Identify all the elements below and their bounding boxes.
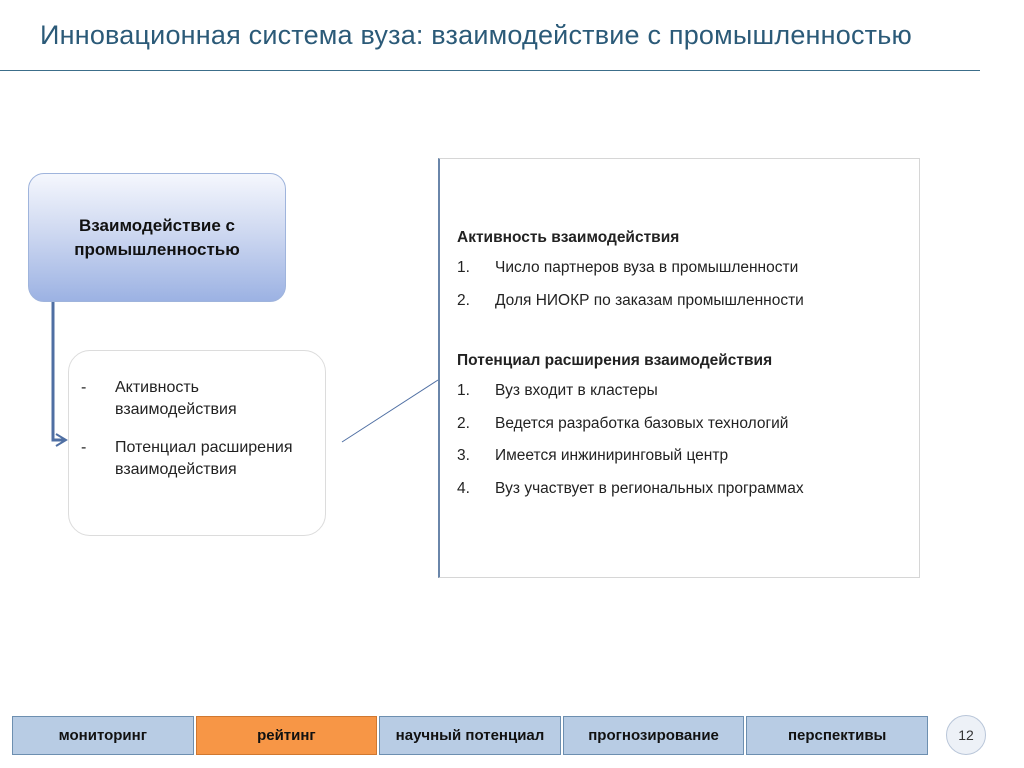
main-topic-box [28,173,286,302]
section-title-activity: Активность взаимодействия [457,229,680,246]
list-item [457,259,903,279]
nav-tab-monitoring[interactable]: мониторинг [12,716,194,755]
subtopic-item [81,437,313,481]
elbow-connector [53,302,64,440]
list-text: Доля НИОКР по заказам промышленности [495,291,804,309]
list-text: Ведется разработка базовых технологий [495,414,789,432]
slide-title: Инновационная система вуза: взаимодействие с промышленностью [40,20,912,50]
subtopic-item [81,377,313,421]
detail-link-line [342,380,438,442]
section-title-potential: Потенциал расширения взаимодействия [457,352,773,369]
list-number: 4. [457,479,470,497]
nav-tab-research-potential[interactable]: научный потенциал [379,716,561,755]
subtopics-box [68,350,326,536]
nav-tab-forecasting[interactable]: прогнозирование [563,716,745,755]
subtopic-text: Потенциал расширения взаимодействия [115,439,293,478]
list-item [457,447,903,467]
list-number: 3. [457,447,470,464]
nav-tab-rating[interactable]: рейтинг [196,716,378,755]
list-number: 2. [457,414,470,432]
nav-tab-prospects[interactable]: перспективы [746,716,928,755]
list-text: Имеется инжиниринговый центр [495,447,729,464]
main-topic-label: Взаимодействие с промышленностью [74,215,240,259]
list-item [457,415,903,435]
list-number: 1. [457,382,470,399]
dash-marker: - [81,379,87,396]
bottom-nav-bar [12,716,928,755]
list-number: 2. [457,291,470,309]
list-text: Вуз входит в кластеры [495,382,658,399]
page-number-badge [946,715,986,755]
list-number: 1. [457,259,470,276]
dash-marker: - [81,439,87,456]
list-text: Число партнеров вуза в промышленности [495,259,799,276]
list-text: Вуз участвует в региональных программах [495,479,804,497]
subtopic-text: Активность взаимодействия [115,379,237,418]
details-panel [438,158,920,578]
list-item [457,382,903,402]
page-number: 12 [958,727,974,743]
list-item [457,292,903,312]
list-item [457,480,903,500]
section-spacer [457,324,903,352]
